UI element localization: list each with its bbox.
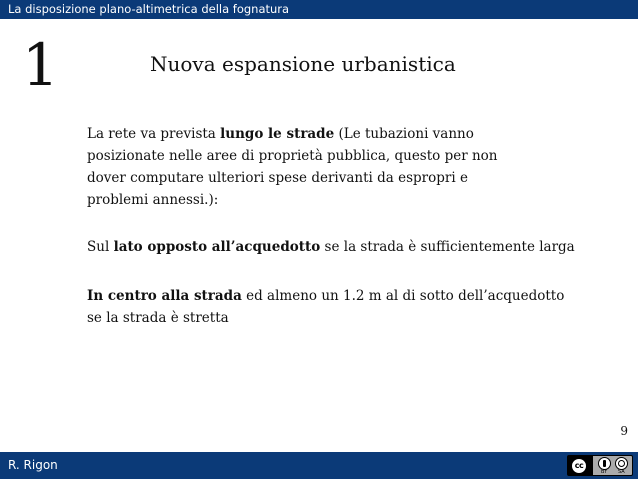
bold-text: In centro alla strada (87, 288, 242, 304)
sa-label: SA (618, 469, 625, 475)
creative-commons-badge[interactable] (567, 455, 633, 476)
bold-text: lato opposto all’acquedotto (113, 239, 321, 255)
breadcrumb: La disposizione plano-altimetrica della fognatura (8, 2, 290, 16)
by-label: BY (601, 469, 608, 475)
bold-text: lungo le strade (220, 126, 335, 142)
text-run: Sul (87, 239, 114, 255)
text-run: La rete va prevista (87, 126, 221, 142)
text-run: se la strada è sufficientemente larga (320, 239, 575, 255)
footer-bar (0, 452, 638, 479)
section-number: 1 (22, 31, 59, 99)
page-title: Nuova espansione urbanistica (150, 52, 456, 76)
paragraph-line (87, 285, 564, 307)
paragraph-road-center (87, 285, 564, 329)
paragraph-line: posizionate nelle aree di proprietà pubblica, questo per non (87, 148, 498, 164)
paragraph-line: problemi annessi.): (87, 192, 219, 208)
paragraph-line: dover computare ulteriori spese derivanti da espropri e (87, 170, 468, 186)
author-name: R. Rigon (8, 458, 58, 472)
paragraph-opposite-side (87, 236, 575, 258)
cc-icon: cc (570, 457, 588, 475)
page-number: 9 (620, 424, 628, 438)
paragraph-line: se la strada è stretta (87, 310, 229, 326)
paragraph-line (87, 123, 497, 145)
text-run: ed almeno un 1.2 m al di sotto dell’acquedotto (241, 288, 565, 304)
header-bar (0, 0, 638, 19)
paragraph-street-placement (87, 123, 497, 211)
cc-logo-background (568, 456, 593, 475)
text-run: (Le tubazioni vanno (334, 126, 474, 142)
